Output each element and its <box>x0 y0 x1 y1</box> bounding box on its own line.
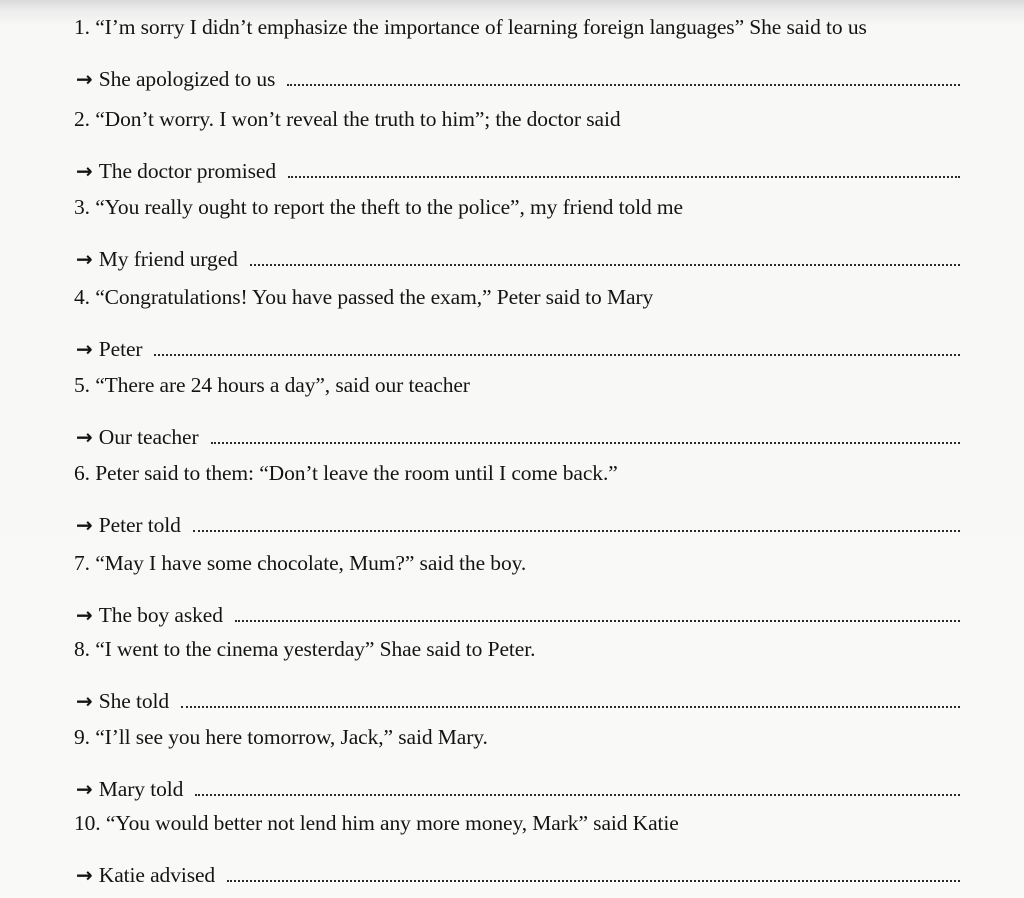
question-text: 9. “I’ll see you here tomorrow, Jack,” said Mary. <box>74 725 488 749</box>
question-text: 1. “I’m sorry I didn’t emphasize the importance of learning foreign languages” She said to us <box>74 15 867 39</box>
arrow-right-icon: → <box>76 159 93 183</box>
answer-prompt: Peter <box>98 337 143 361</box>
question-text: 8. “I went to the cinema yesterday” Shae said to Peter. <box>74 637 536 661</box>
exercise-item-10 <box>0 810 1024 898</box>
answer-row <box>76 600 960 628</box>
arrow-right-icon: → <box>76 425 93 449</box>
answer-prompt: Katie advised <box>98 863 216 887</box>
answer-prompt: She told <box>98 689 170 713</box>
answer-row <box>76 860 960 888</box>
answer-blank-line <box>250 264 960 266</box>
arrow-right-icon: → <box>76 689 93 713</box>
exercise-item-9 <box>0 724 1024 812</box>
answer-row <box>76 244 960 272</box>
answer-prompt: Peter told <box>98 513 181 537</box>
exercise-item-5 <box>0 372 1024 460</box>
exercise-item-3 <box>0 194 1024 282</box>
arrow-right-icon: → <box>76 603 93 627</box>
answer-blank-line <box>193 530 960 532</box>
question-text: 5. “There are 24 hours a day”, said our teacher <box>74 373 470 397</box>
arrow-right-icon: → <box>76 247 93 271</box>
answer-blank-line <box>195 794 960 796</box>
answer-row <box>76 156 960 184</box>
answer-blank-line <box>181 706 960 708</box>
answer-row <box>76 774 960 802</box>
arrow-right-icon: → <box>76 67 93 91</box>
question-text: 3. “You really ought to report the theft to the police”, my friend told me <box>74 195 683 219</box>
question-text: 6. Peter said to them: “Don’t leave the room until I come back.” <box>74 461 618 485</box>
question-text: 4. “Congratulations! You have passed the exam,” Peter said to Mary <box>74 285 654 309</box>
arrow-right-icon: → <box>76 337 93 361</box>
exercise-item-6 <box>0 460 1024 548</box>
answer-blank-line <box>287 84 960 86</box>
answer-prompt: The doctor promised <box>98 159 276 183</box>
exercise-item-4 <box>0 284 1024 372</box>
answer-prompt: Mary told <box>98 777 184 801</box>
answer-row <box>76 510 960 538</box>
answer-prompt: Our teacher <box>98 425 199 449</box>
question-text: 2. “Don’t worry. I won’t reveal the truth to him”; the doctor said <box>74 107 621 131</box>
answer-prompt: My friend urged <box>98 247 238 271</box>
arrow-right-icon: → <box>76 863 93 887</box>
answer-blank-line <box>288 176 960 178</box>
question-text: 7. “May I have some chocolate, Mum?” said the boy. <box>74 551 527 575</box>
exercise-item-1 <box>0 14 1024 102</box>
answer-blank-line <box>211 442 960 444</box>
answer-row <box>76 64 960 92</box>
arrow-right-icon: → <box>76 513 93 537</box>
answer-blank-line <box>154 354 960 356</box>
exercise-item-8 <box>0 636 1024 724</box>
answer-prompt: She apologized to us <box>98 67 276 91</box>
answer-blank-line <box>227 880 960 882</box>
arrow-right-icon: → <box>76 777 93 801</box>
answer-blank-line <box>235 620 960 622</box>
answer-row <box>76 686 960 714</box>
answer-row <box>76 422 960 450</box>
answer-prompt: The boy asked <box>98 603 223 627</box>
exercise-item-7 <box>0 550 1024 638</box>
question-text: 10. “You would better not lend him any more money, Mark” said Katie <box>74 811 679 835</box>
answer-row <box>76 334 960 362</box>
exercise-item-2 <box>0 106 1024 194</box>
